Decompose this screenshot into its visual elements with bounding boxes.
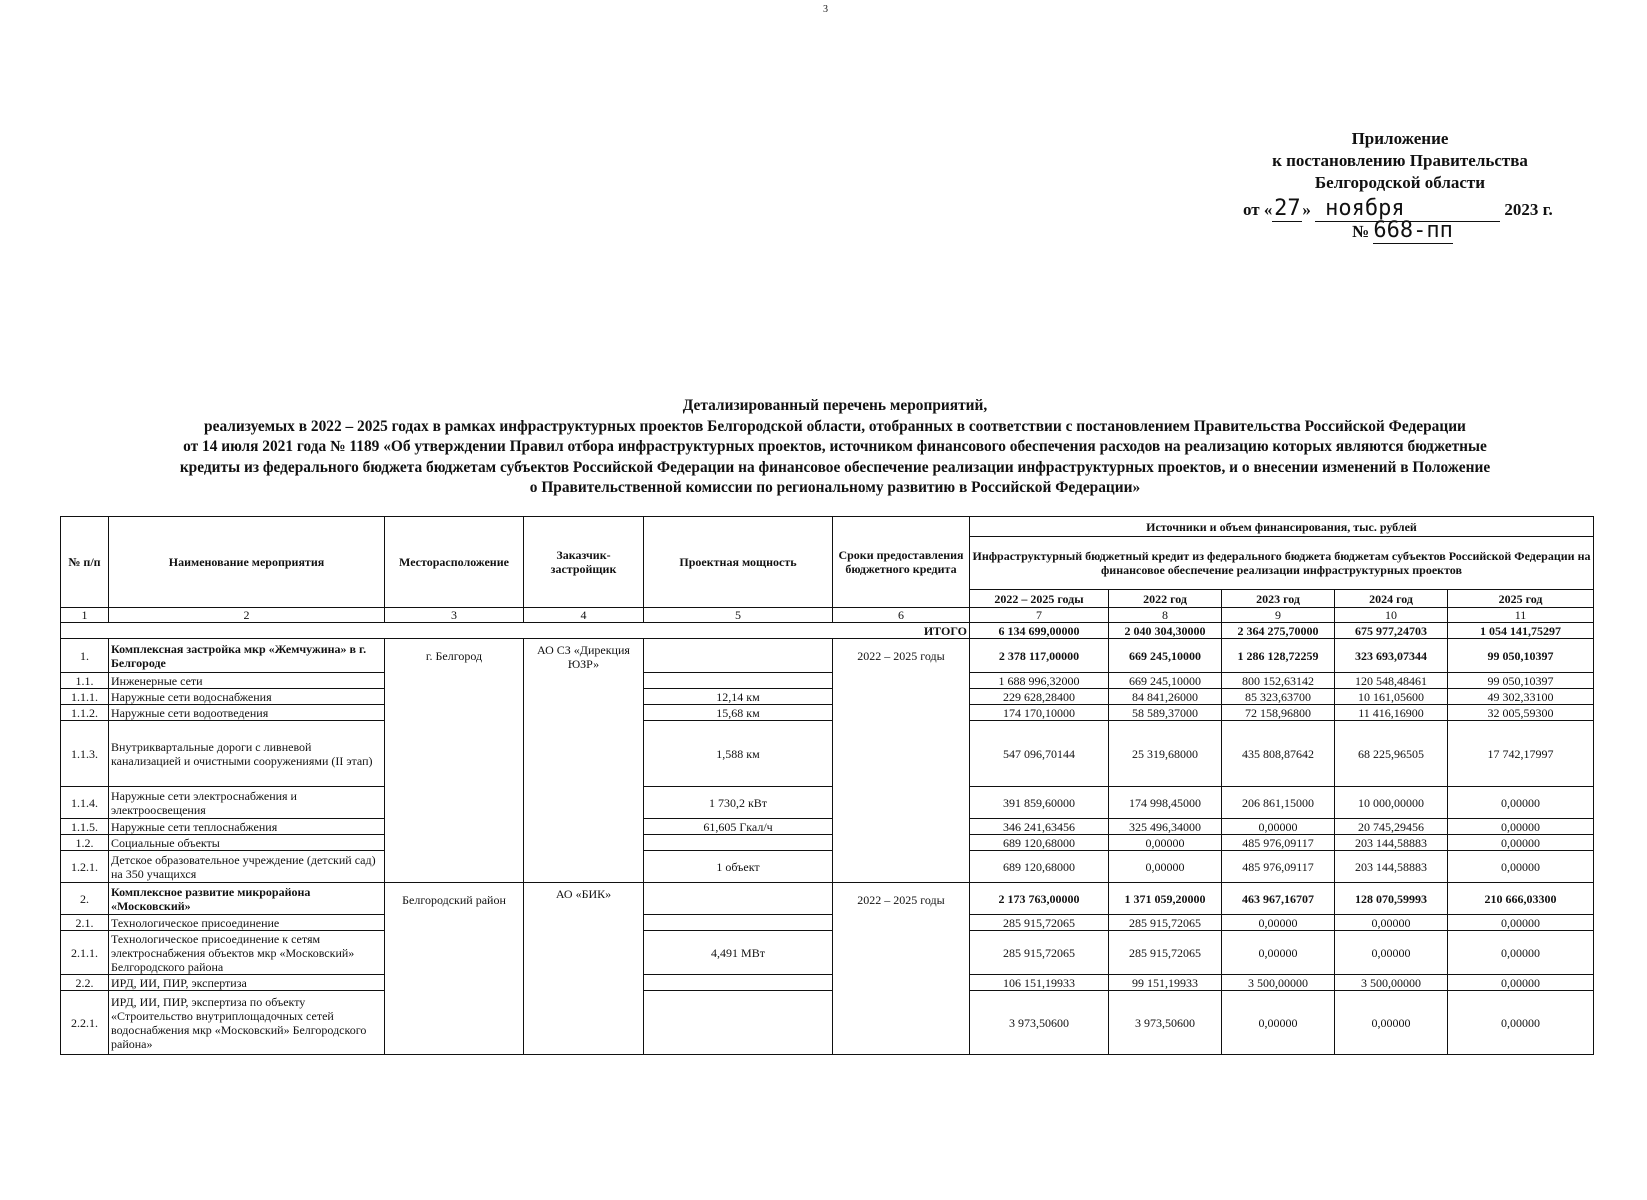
row-value: 485 976,09117: [1222, 851, 1335, 883]
row-name: Наружные сети водоотведения: [109, 705, 385, 721]
row-value: 391 859,60000: [970, 787, 1109, 819]
row-value: 0,00000: [1448, 931, 1594, 975]
table-row: [61, 883, 1594, 915]
row-value: 0,00000: [1335, 931, 1448, 975]
row-location: Белгородский район: [385, 883, 524, 1055]
row-value: 106 151,19933: [970, 975, 1109, 991]
header-credit: Инфраструктурный бюджетный кредит из федерального бюджета бюджетам субъектов Российской Федерации на финансовое обеспечение реализации инфраструктурных проектов: [970, 537, 1594, 590]
row-value: 0,00000: [1448, 851, 1594, 883]
header-capacity: Проектная мощность: [644, 517, 833, 608]
table-row: [61, 851, 1594, 883]
row-capacity: [644, 915, 833, 931]
row-name: Технологическое присоединение к сетям электроснабжения объектов мкр «Московский» Белгородского района: [109, 931, 385, 975]
appendix-line1: Приложение: [1351, 129, 1449, 148]
row-name: Инженерные сети: [109, 673, 385, 689]
column-number-cell: 2: [109, 608, 385, 623]
row-number: 1.1.1.: [61, 689, 109, 705]
row-value: 0,00000: [1448, 835, 1594, 851]
row-location: г. Белгород: [385, 639, 524, 883]
row-value: 203 144,58883: [1335, 835, 1448, 851]
row-value: 346 241,63456: [970, 819, 1109, 835]
table-row: [61, 705, 1594, 721]
number-prefix: №: [1352, 222, 1370, 241]
row-value: 0,00000: [1448, 787, 1594, 819]
column-number-cell: 6: [833, 608, 970, 623]
table-row: [61, 639, 1594, 673]
row-value: 0,00000: [1222, 931, 1335, 975]
title-line1: Детализированный перечень мероприятий,: [682, 397, 988, 414]
header-2024: 2024 год: [1335, 590, 1448, 608]
row-value: 0,00000: [1109, 835, 1222, 851]
row-value: 20 745,29456: [1335, 819, 1448, 835]
column-number-cell: 1: [61, 608, 109, 623]
row-name: Комплексная застройка мкр «Жемчужина» в г. Белгороде: [109, 639, 385, 673]
table-row: [61, 915, 1594, 931]
row-value: 285 915,72065: [1109, 931, 1222, 975]
row-capacity: [644, 975, 833, 991]
row-value: 2 173 763,00000: [970, 883, 1109, 915]
row-value: 323 693,07344: [1335, 639, 1448, 673]
total-value-2022: 2 040 304,30000: [1109, 623, 1222, 639]
row-value: 203 144,58883: [1335, 851, 1448, 883]
table-row: [61, 689, 1594, 705]
row-value: 68 225,96505: [1335, 721, 1448, 787]
header-sources: Источники и объем финансирования, тыс. рублей: [970, 517, 1594, 537]
row-value: 10 161,05600: [1335, 689, 1448, 705]
row-value: 206 861,15000: [1222, 787, 1335, 819]
row-value: 2 378 117,00000: [970, 639, 1109, 673]
table-row: [61, 721, 1594, 787]
row-terms: 2022 – 2025 годы: [833, 639, 970, 883]
table-row: [61, 787, 1594, 819]
row-value: 85 323,63700: [1222, 689, 1335, 705]
date-prefix: от «: [1243, 200, 1273, 219]
row-value: 800 152,63142: [1222, 673, 1335, 689]
row-value: 669 245,10000: [1109, 673, 1222, 689]
row-value: 3 500,00000: [1222, 975, 1335, 991]
row-value: 11 416,16900: [1335, 705, 1448, 721]
table-row: [61, 835, 1594, 851]
appendix-line3: Белгородской области: [1314, 173, 1486, 192]
row-value: 0,00000: [1448, 975, 1594, 991]
row-value: 285 915,72065: [970, 915, 1109, 931]
total-label: ИТОГО: [61, 623, 970, 639]
row-name: Наружные сети электроснабжения и электроосвещения: [109, 787, 385, 819]
row-name: Детское образовательное учреждение (детский сад) на 350 учащихся: [109, 851, 385, 883]
document-title: [60, 396, 1610, 499]
row-number: 1.2.1.: [61, 851, 109, 883]
row-number: 1.1.4.: [61, 787, 109, 819]
row-capacity: [644, 883, 833, 915]
row-capacity: [644, 835, 833, 851]
row-value: 49 302,33100: [1448, 689, 1594, 705]
total-value-2025: 1 054 141,75297: [1448, 623, 1594, 639]
header-terms: Сроки предоставления бюджетного кредита: [833, 517, 970, 608]
row-number: 1.1.2.: [61, 705, 109, 721]
header-2022: 2022 год: [1109, 590, 1222, 608]
row-value: 174 170,10000: [970, 705, 1109, 721]
title-line5: о Правительственной комиссии по региональному развитию в Российской Федерации»: [529, 479, 1141, 496]
row-value: 174 998,45000: [1109, 787, 1222, 819]
row-number: 1.: [61, 639, 109, 673]
row-number: 2.2.: [61, 975, 109, 991]
row-value: 25 319,68000: [1109, 721, 1222, 787]
row-value: 128 070,59993: [1335, 883, 1448, 915]
row-number: 1.1.: [61, 673, 109, 689]
row-value: 0,00000: [1335, 991, 1448, 1055]
appendix-block: [1240, 128, 1560, 194]
date-mid: »: [1302, 200, 1311, 219]
row-value: 0,00000: [1448, 915, 1594, 931]
row-value: 99 151,19933: [1109, 975, 1222, 991]
header-customer: Заказчик-застройщик: [524, 517, 644, 608]
row-value: 3 973,50600: [970, 991, 1109, 1055]
row-name: Комплексное развитие микрорайона «Московский»: [109, 883, 385, 915]
row-value: 1 286 128,72259: [1222, 639, 1335, 673]
row-value: 0,00000: [1222, 915, 1335, 931]
table-row: [61, 975, 1594, 991]
row-value: 285 915,72065: [970, 931, 1109, 975]
row-value: 0,00000: [1448, 819, 1594, 835]
row-terms: 2022 – 2025 годы: [833, 883, 970, 1055]
row-capacity: 61,605 Гкал/ч: [644, 819, 833, 835]
table-row: [61, 819, 1594, 835]
row-value: 120 548,48461: [1335, 673, 1448, 689]
total-value-all: 6 134 699,00000: [970, 623, 1109, 639]
row-capacity: 1 730,2 кВт: [644, 787, 833, 819]
row-value: 325 496,34000: [1109, 819, 1222, 835]
row-number: 2.1.: [61, 915, 109, 931]
measures-table: [60, 516, 1594, 1055]
row-value: 1 371 059,20000: [1109, 883, 1222, 915]
row-name: Технологическое присоединение: [109, 915, 385, 931]
header-no: № п/п: [61, 517, 109, 608]
row-value: 10 000,00000: [1335, 787, 1448, 819]
row-name: Внутриквартальные дороги с ливневой канализацией и очистными сооружениями (II этап): [109, 721, 385, 787]
row-capacity: 1,588 км: [644, 721, 833, 787]
date-year: 2023 г.: [1504, 200, 1553, 219]
date-day: 27: [1274, 196, 1301, 221]
title-line2: реализуемых в 2022 – 2025 годах в рамках инфраструктурных проектов Белгородской области, отобранных в соответствии с постановлением Правительства Российской Федерации: [204, 417, 1466, 435]
column-number-cell: 11: [1448, 608, 1594, 623]
row-value: 72 158,96800: [1222, 705, 1335, 721]
row-value: 689 120,68000: [970, 835, 1109, 851]
row-number: 2.1.1.: [61, 931, 109, 975]
row-value: 99 050,10397: [1448, 673, 1594, 689]
number-value: 668-пп: [1373, 218, 1453, 243]
row-capacity: 12,14 км: [644, 689, 833, 705]
date-month: ноября: [1315, 196, 1500, 222]
total-value-2024: 675 977,24703: [1335, 623, 1448, 639]
row-capacity: 15,68 км: [644, 705, 833, 721]
column-number-cell: 7: [970, 608, 1109, 623]
column-numbers-row: [61, 608, 1594, 623]
appendix-number: [1352, 218, 1453, 243]
row-value: 3 973,50600: [1109, 991, 1222, 1055]
row-capacity: [644, 991, 833, 1055]
header-2025: 2025 год: [1448, 590, 1594, 608]
row-capacity: 4,491 МВт: [644, 931, 833, 975]
column-number-cell: 5: [644, 608, 833, 623]
column-number-cell: 9: [1222, 608, 1335, 623]
title-line4: кредиты из федерального бюджета бюджетам субъектов Российской Федерации на финансовое обеспечение реализации инфраструктурных проектов, и о внесении изменений в Положение: [179, 458, 1491, 476]
total-row: [61, 623, 1594, 639]
row-value: 17 742,17997: [1448, 721, 1594, 787]
row-capacity: 1 объект: [644, 851, 833, 883]
row-value: 32 005,59300: [1448, 705, 1594, 721]
appendix-line2: к постановлению Правительства: [1272, 151, 1528, 170]
row-value: 463 967,16707: [1222, 883, 1335, 915]
column-number-cell: 10: [1335, 608, 1448, 623]
row-value: 0,00000: [1448, 991, 1594, 1055]
header-2023: 2023 год: [1222, 590, 1335, 608]
row-name: ИРД, ИИ, ПИР, экспертиза по объекту «Строительство внутриплощадочных сетей водоснабжения мкр «Московский» Белгородского района»: [109, 991, 385, 1055]
column-number-cell: 3: [385, 608, 524, 623]
row-value: 689 120,68000: [970, 851, 1109, 883]
row-name: Социальные объекты: [109, 835, 385, 851]
row-number: 2.: [61, 883, 109, 915]
page-number: 3: [823, 4, 828, 15]
row-value: 485 976,09117: [1222, 835, 1335, 851]
row-value: 1 688 996,32000: [970, 673, 1109, 689]
row-value: 0,00000: [1222, 991, 1335, 1055]
table-row: [61, 991, 1594, 1055]
row-value: 0,00000: [1335, 915, 1448, 931]
row-value: 3 500,00000: [1335, 975, 1448, 991]
row-name: Наружные сети водоснабжения: [109, 689, 385, 705]
table-row: [61, 931, 1594, 975]
row-value: 0,00000: [1222, 819, 1335, 835]
header-years-all: 2022 – 2025 годы: [970, 590, 1109, 608]
table-row: [61, 673, 1594, 689]
row-value: 84 841,26000: [1109, 689, 1222, 705]
total-value-2023: 2 364 275,70000: [1222, 623, 1335, 639]
title-line3: от 14 июля 2021 года № 1189 «Об утверждении Правил отбора инфраструктурных проектов, источником финансового обеспечения расходов на реализацию которых являются бюджетные: [183, 438, 1487, 455]
row-customer: АО «БИК»: [524, 883, 644, 1055]
row-number: 1.2.: [61, 835, 109, 851]
header-location: Месторасположение: [385, 517, 524, 608]
row-name: Наружные сети теплоснабжения: [109, 819, 385, 835]
row-capacity: [644, 673, 833, 689]
row-value: 547 096,70144: [970, 721, 1109, 787]
row-number: 1.1.3.: [61, 721, 109, 787]
row-name: ИРД, ИИ, ПИР, экспертиза: [109, 975, 385, 991]
row-value: 58 589,37000: [1109, 705, 1222, 721]
row-number: 1.1.5.: [61, 819, 109, 835]
column-number-cell: 8: [1109, 608, 1222, 623]
row-customer: АО СЗ «Дирекция ЮЗР»: [524, 639, 644, 883]
row-value: 99 050,10397: [1448, 639, 1594, 673]
row-capacity: [644, 639, 833, 673]
row-value: 285 915,72065: [1109, 915, 1222, 931]
row-number: 2.2.1.: [61, 991, 109, 1055]
column-number-cell: 4: [524, 608, 644, 623]
row-value: 669 245,10000: [1109, 639, 1222, 673]
header-name: Наименование мероприятия: [109, 517, 385, 608]
row-value: 0,00000: [1109, 851, 1222, 883]
row-value: 229 628,28400: [970, 689, 1109, 705]
row-value: 435 808,87642: [1222, 721, 1335, 787]
row-value: 210 666,03300: [1448, 883, 1594, 915]
